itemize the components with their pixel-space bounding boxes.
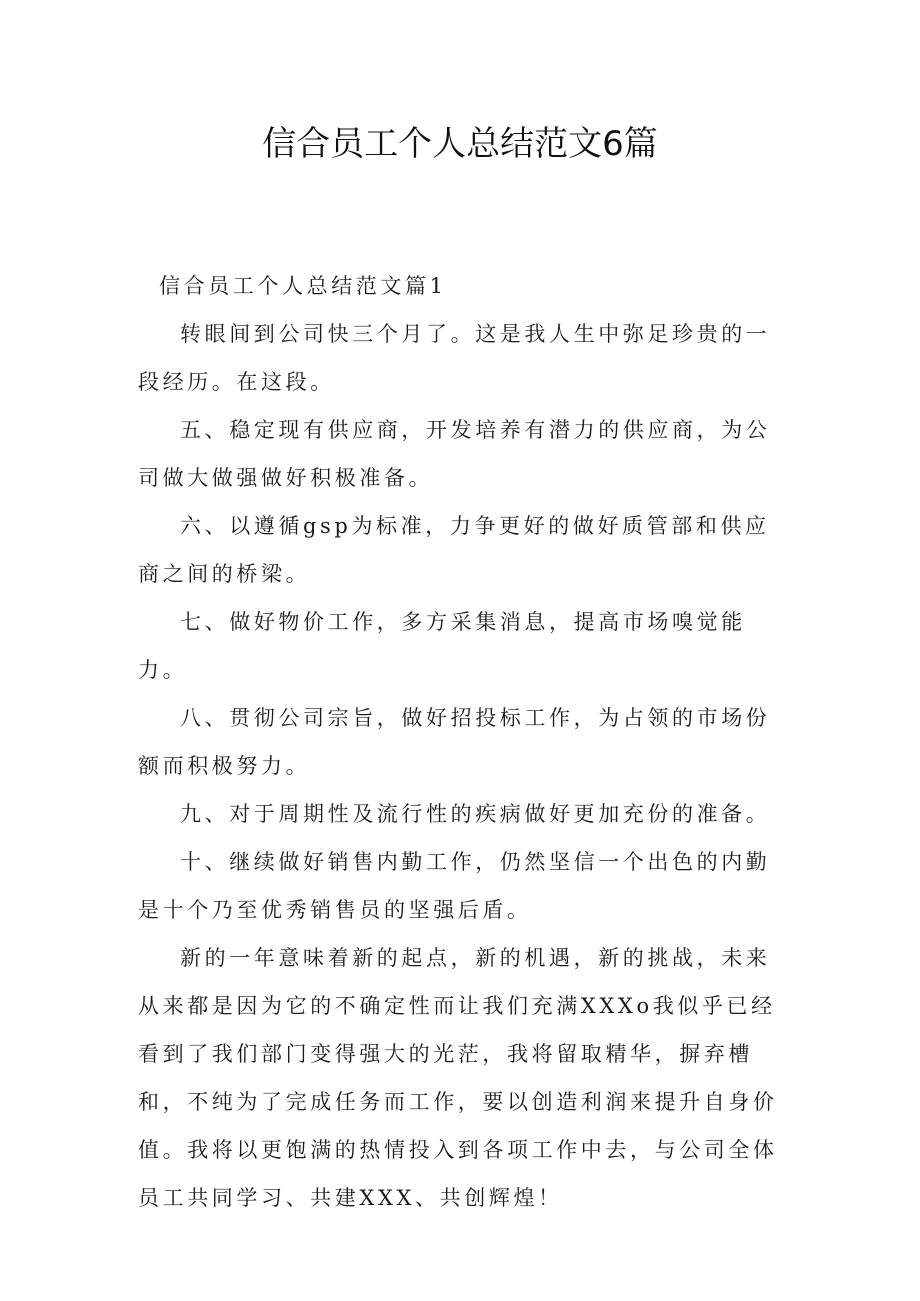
paragraph-6: 九、对于周期性及流行性的疾病做好更加充份的准备。	[180, 802, 771, 826]
document-title: 信合员工个人总结范文6篇	[262, 124, 658, 164]
paragraph-8: 新的一年意味着新的起点，新的机遇，新的挑战，未来从来都是因为它的不确定性而让我们充满XXXo我似乎已经看到了我们部门变得强大的光茫，我将留取精华，摒弃槽和，不纯为了完成任务而工作，要以创造利润来提升自身价值。我将以更饱满的热情投入到各项工作中去，与公司全体员工共同学习、共建XXX、共创辉煌！	[138, 946, 778, 1210]
document-body	[138, 262, 790, 1222]
paragraph-1: 转眼间到公司快三个月了。这是我人生中弥足珍贵的一段经历。在这段。	[138, 322, 771, 394]
paragraph-5: 八、贯彻公司宗旨，做好招投标工作，为占领的市场份额而积极努力。	[138, 706, 771, 778]
paragraph-3: 六、以遵循gsp为标准，力争更好的做好质管部和供应商之间的桥梁。	[138, 514, 770, 586]
paragraph-7: 十、继续做好销售内勤工作，仍然坚信一个出色的内勤是十个乃至优秀销售员的坚强后盾。	[138, 850, 771, 922]
paragraph-4: 七、做好物价工作，多方采集消息，提高市场嗅觉能力。	[138, 610, 746, 682]
paragraph-2: 五、稳定现有供应商，开发培养有潜力的供应商，为公司做大做强做好积极准备。	[138, 418, 771, 490]
section-heading: 信合员工个人总结范文篇1	[159, 274, 447, 298]
